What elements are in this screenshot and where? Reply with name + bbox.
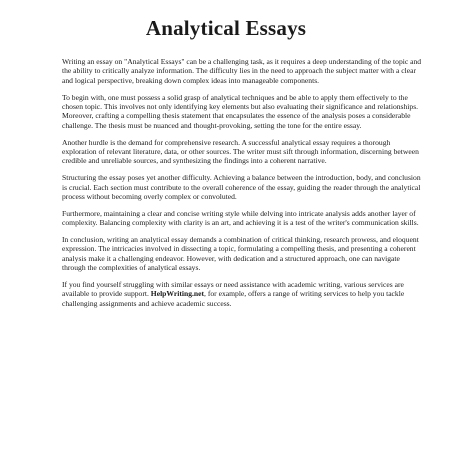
paragraph-techniques: To begin with, one must possess a solid grasp of analytical techniques and be able to apply them effectively to the chosen topic. This involves not only identifying key elements but also evaluating their significance and relationships. Moreover, crafting a compelling thesis statement that encapsulates the essence of the analysis poses a considerable challenge. The thesis must be nuanced and thought-provoking, setting the tone for the entire essay. [62, 92, 419, 130]
closing-text-after: , for example, offers a range of writing services to help you tackle challenging assignments and achieve academic success. [62, 289, 405, 308]
brand-name: HelpWriting.net [150, 289, 205, 299]
closing-text-before: If you find yourself struggling with similar essays or need assistance with academic writing, various services are available to provide support. [62, 280, 404, 299]
paragraph-conclusion: In conclusion, writing an analytical essay demands a combination of critical thinking, research prowess, and eloquent expression. The intricacies involved in dissecting a topic, formulating a compelling thesis, and presenting a coherent analysis make it a challenging endeavor. However, with dedication and a structured approach, one can navigate through the complexities of analytical essays. [62, 235, 419, 273]
paragraph-research: Another hurdle is the demand for comprehensive research. A successful analytical essay requires a thorough exploration of relevant literature, data, or other sources. The writer must sift through information, discerning between credible and unreliable sources, and synthesizing the findings into a coherent narrative. [62, 137, 419, 166]
document-body [62, 57, 424, 316]
paragraph-closing [62, 280, 424, 308]
document-title: Analytical Essays [145, 16, 307, 40]
paragraph-style: Furthermore, maintaining a clear and concise writing style while delving into intricate analysis adds another layer of complexity. Balancing complexity with clarity is an art, and achieving it is a test of the writer's communication skills. [62, 208, 419, 228]
paragraph-intro: Writing an essay on "Analytical Essays" can be a challenging task, as it requires a deep understanding of the topic and the ability to critically analyze information. The difficulty lies in the need to approach the subject matter with a clear and logical perspective, breaking down complex ideas into manageable components. [62, 57, 422, 85]
paragraph-structure: Structuring the essay poses yet another difficulty. Achieving a balance between the introduction, body, and conclusion is crucial. Each section must contribute to the overall coherence of the essay, guiding the reader through the analytical process without becoming overly complex or convoluted. [62, 173, 421, 202]
